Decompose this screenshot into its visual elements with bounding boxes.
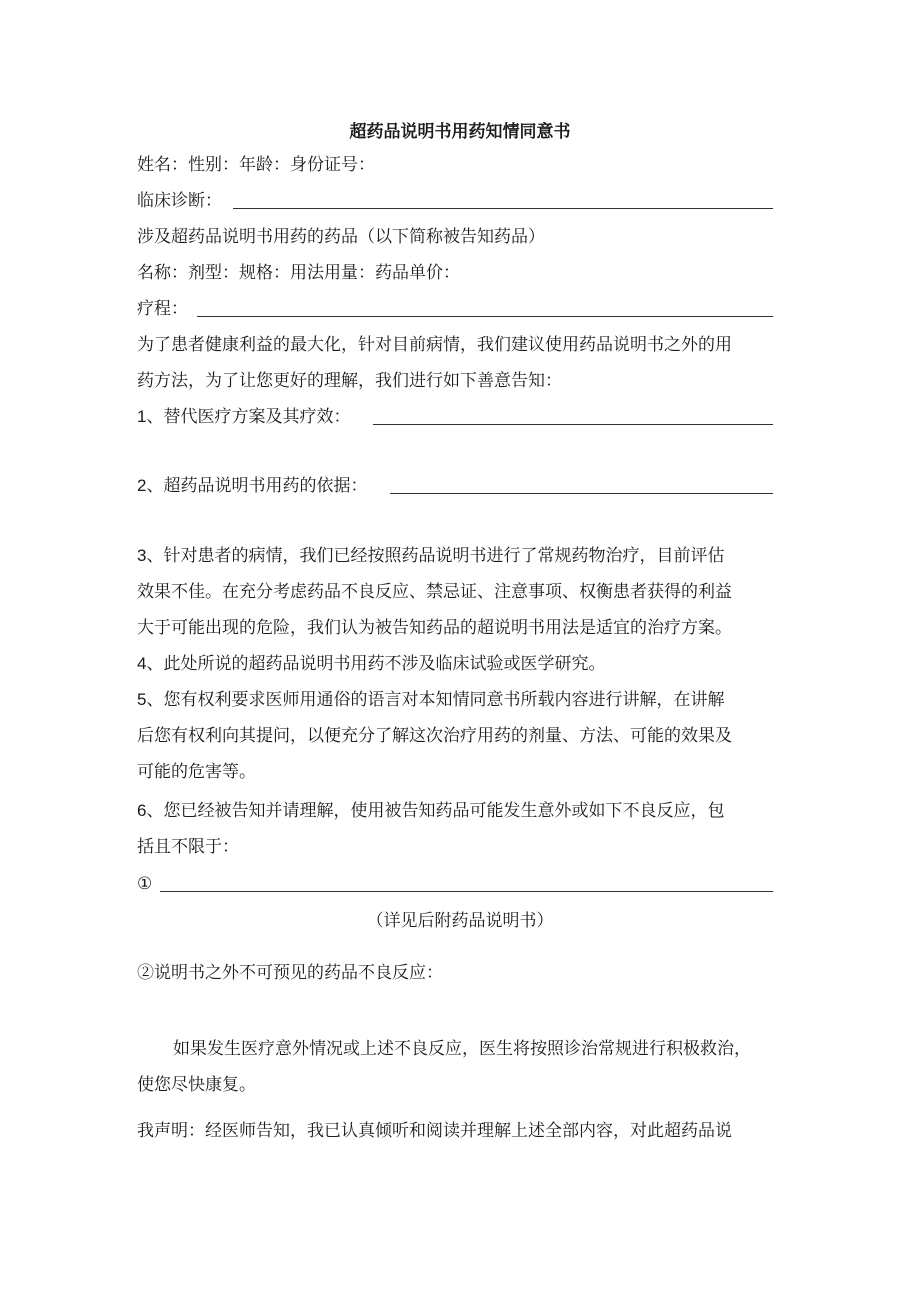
course-label: 疗程：: [137, 299, 188, 319]
declaration-line: 我声明：经医师告知，我已认真倾听和阅读并理解上述全部内容，对此超药品说: [137, 1121, 732, 1141]
item-5-number: 5: [137, 690, 147, 709]
circle-one-marker: ①: [137, 874, 153, 894]
item-6-line-1: [137, 800, 777, 822]
drug-info-line: 名称：剂型：规格：用法用量：药品单价：: [137, 263, 460, 283]
item-3-line-3: 大于可能出现的危险，我们认为被告知药品的超说明书用法是适宜的治疗方案。: [137, 618, 732, 638]
item-2-number: 2: [137, 476, 147, 495]
item-6-line-2: 括且不限于：: [137, 837, 239, 857]
item-5-line-2: 后您有权利向其提问，以便充分了解这次治疗用药的剂量、方法、可能的效果及: [137, 726, 732, 746]
item-5-text-1: 、您有权利要求医师用通俗的语言对本知情同意书所载内容进行讲解，在讲解: [146, 690, 725, 710]
item-6-number: 6: [137, 801, 147, 820]
emergency-para-line-1: 如果发生医疗意外情况或上述不良反应，医生将按照诊治常规进行积极救治，: [173, 1039, 751, 1059]
item-1-blank[interactable]: [373, 424, 773, 425]
item-3-number: 3: [137, 546, 147, 565]
intro-para-line-1: 为了患者健康利益的最大化，针对目前病情，我们建议使用药品说明书之外的用: [137, 335, 732, 355]
intro-para-line-2: 药方法，为了让您更好的理解，我们进行如下善意告知：: [137, 371, 562, 391]
item-2-blank[interactable]: [390, 493, 773, 494]
drug-intro-line: 涉及超药品说明书用药的药品（以下简称被告知药品）: [137, 227, 545, 247]
item-4-number: 4: [137, 654, 147, 673]
course-blank[interactable]: [197, 316, 773, 317]
item-5-line-3: 可能的危害等。: [137, 762, 256, 782]
item-3-line-1: [137, 545, 777, 567]
emergency-para-line-2: 使您尽快康复。: [137, 1075, 256, 1095]
item-4-line: [137, 653, 777, 675]
document-title: 超药品说明书用药知情同意书: [349, 122, 571, 142]
item-1-text: 、替代医疗方案及其疗效：: [146, 407, 351, 427]
diagnosis-label: 临床诊断：: [137, 191, 222, 211]
item-5-line-1: [137, 689, 777, 711]
item-2-text: 、超药品说明书用药的依据：: [146, 476, 368, 496]
item-3-text-1: 、针对患者的病情，我们已经按照药品说明书进行了常规药物治疗，目前评估: [146, 546, 725, 566]
item-6-text-1: 、您已经被告知并请理解，使用被告知药品可能发生意外或如下不良反应，包: [146, 801, 725, 821]
item-3-line-2: 效果不佳。在充分考虑药品不良反应、禁忌证、注意事项、权衡患者获得的利益: [137, 582, 732, 602]
adverse-reaction-2-line: ②说明书之外不可预见的药品不良反应：: [137, 963, 443, 983]
item-4-text: 、此处所说的超药品说明书用药不涉及临床试验或医学研究。: [146, 654, 606, 674]
diagnosis-blank[interactable]: [233, 208, 773, 209]
adverse-reaction-1-blank[interactable]: [160, 891, 773, 892]
item-1-number: 1: [137, 407, 147, 426]
patient-info-line: 姓名：性别：年龄：身份证号：: [137, 155, 375, 175]
see-attached-note: （详见后附药品说明书）: [366, 911, 554, 931]
